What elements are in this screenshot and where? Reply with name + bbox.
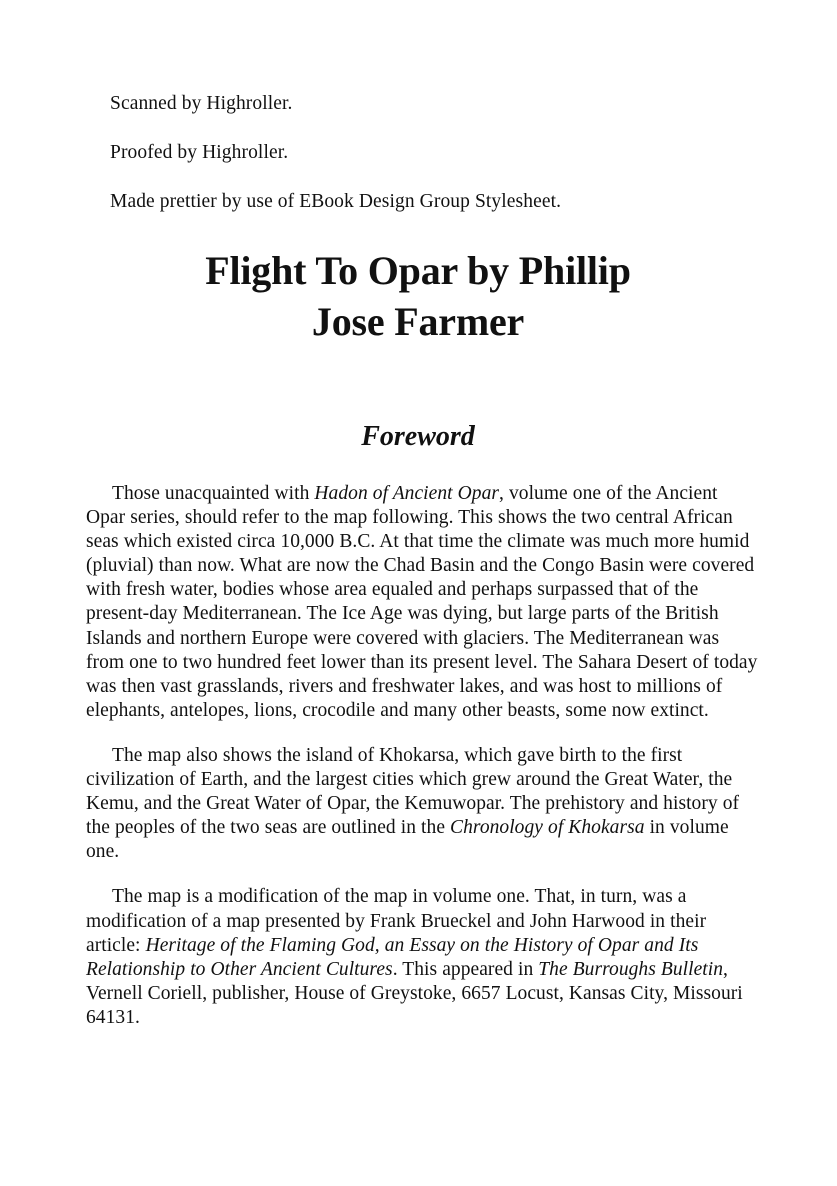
credits-block <box>110 92 750 239</box>
page-title <box>88 245 748 347</box>
page-title-line-1: Flight To Opar by Phillip <box>205 248 631 293</box>
paragraph-3-segment-3: , Vernell Coriell, publisher, House of Greystoke, 6657 Locust, Kansas City, Missouri 64131. <box>86 958 743 1028</box>
credit-line-scanned: Scanned by Highroller. <box>110 93 293 114</box>
paragraph-2-segment-1: The map also shows the island of Khokarsa, which gave birth to the first civilization of Earth, and the largest cities which grew around the Great Water, the Kemu, and the Great Water of Opar, the Kemuwopar. The prehistory and history of the peoples of the two seas are outlined in the <box>86 744 740 839</box>
paragraph-3-segment-1: The map is a modification of the map in volume one. That, in turn, was a modification of a map presented by Frank Brueckel and John Harwood in their article: <box>86 886 707 956</box>
page-title-line-2: Jose Farmer <box>311 299 525 344</box>
paragraph-3-segment-2: . This appeared in <box>392 958 539 980</box>
credit-line-proofed: Proofed by Highroller. <box>110 142 289 163</box>
paragraph-1-segment-1: Those unacquainted with <box>112 483 315 504</box>
paragraph-3-italic-title-1: Heritage of the Flaming God, an Essay on the History of Opar and Its Relationship to Other Ancient Cultures <box>86 934 699 980</box>
paragraph-2-segment-2: in volume one. <box>86 817 729 863</box>
paragraph-1-italic-title-1: Hadon of Ancient Opar <box>314 483 500 504</box>
paragraph-3 <box>86 885 758 1030</box>
paragraph-1 <box>86 482 758 723</box>
body-copy <box>86 482 758 1030</box>
paragraph-2 <box>86 744 758 864</box>
credit-line-stylesheet: Made prettier by use of EBook Design Group Stylesheet. <box>110 191 562 212</box>
paragraph-2-italic-title-1: Chronology of Khokarsa <box>450 817 645 839</box>
paragraph-1-segment-2: , volume one of the Ancient Opar series, should refer to the map following. This shows the two central African seas which existed circa 10,000 B.C. At that time the climate was much more humid (pluvial) than now. What are now the Chad Basin and the Congo Basin were covered with fresh water, bodies whose area equaled and perhaps surpassed that of the present-day Mediterranean. The Ice Age was dying, but large parts of the British Islands and northern Europe were covered with glaciers. The Mediterranean was from one to two hundred feet lower than its present level. The Sahara Desert of today was then vast grasslands, rivers and freshwater lakes, and was host to millions of elephants, antelopes, lions, crocodile and many other beasts, some now extinct. <box>86 483 758 721</box>
section-heading-foreword: Foreword <box>361 421 475 452</box>
paragraph-3-italic-title-2: The Burroughs Bulletin <box>538 958 724 980</box>
